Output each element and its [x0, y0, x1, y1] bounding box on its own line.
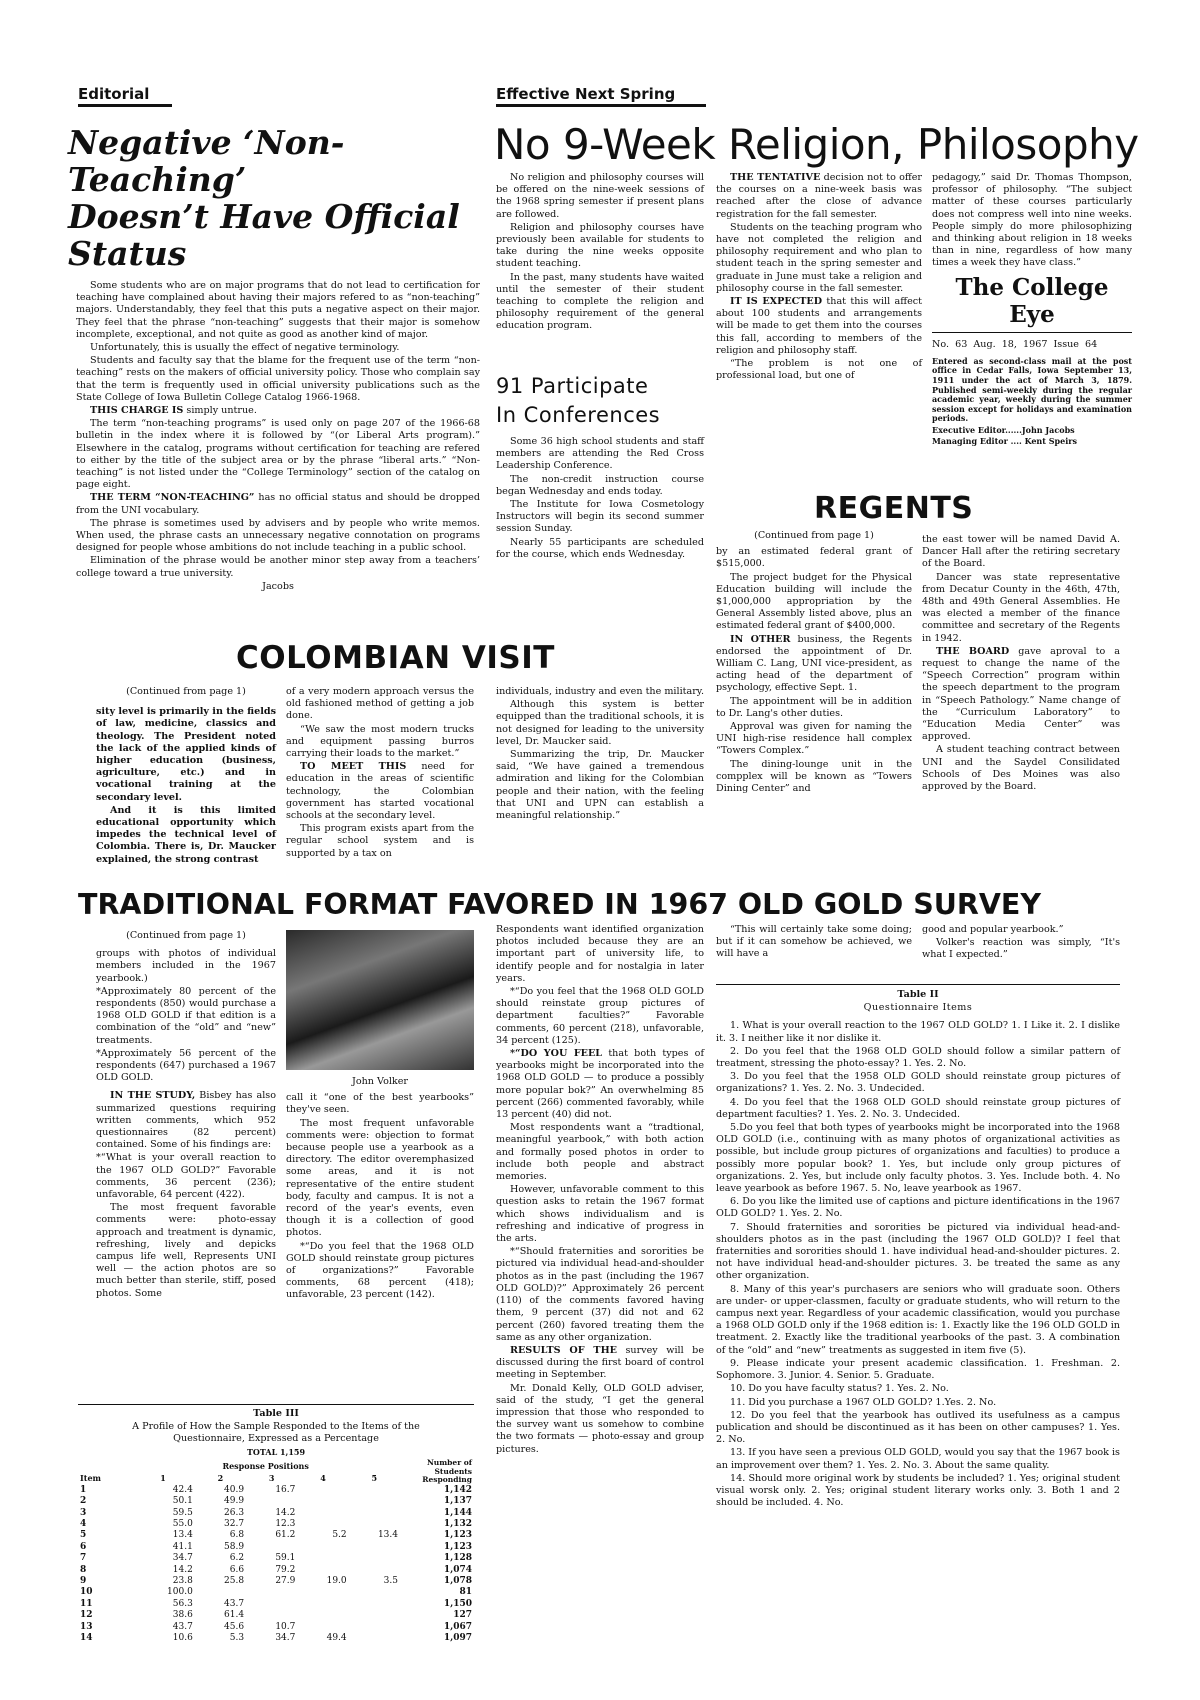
table-cell: 1,067	[443, 1621, 472, 1632]
religion-paragraph: Religion and philosophy courses have previously been available for students to take during the nine weeks opposite student teaching.	[496, 221, 704, 270]
table-cell	[297, 1508, 348, 1519]
table-iii-item-number: 3	[80, 1507, 87, 1518]
table-row	[78, 1542, 474, 1553]
regents-column-2	[922, 534, 1120, 793]
editorial-lead-in: THIS CHARGE IS	[90, 405, 184, 417]
table-cell	[246, 1610, 297, 1621]
table-cell: 43.7	[224, 1598, 245, 1609]
table-cell	[349, 1553, 400, 1564]
table-iii-item-number: 7	[80, 1553, 87, 1564]
survey-column-4	[716, 924, 912, 961]
table-ii-item: 12. Do you feel that the yearbook has outlived its usefulness as a campus publication and should be discontinued as it has been on other campuses? 1. Yes. 2. No.	[716, 1409, 1120, 1446]
survey-paragraph: *“What is your overall reaction to the 1967 OLD GOLD?” Favorable comments, 36 percent (236); unfavorable, 64 percent (422).	[96, 1152, 276, 1201]
survey-paragraph	[96, 1090, 276, 1151]
religion-headline: No 9-Week Religion, Philosophy	[494, 120, 1139, 169]
table-ii-item: 7. Should fraternities and sororities be pictured via individual head-and-shoulders photos as in the past (including the 1967 OLD GOLD)? I feel that fraternities and sororities should 1. have individual head-and-shoulder pictures. 2. not have individual head-and-shoulder pictures. 3. be treated the same as any other organization.	[716, 1221, 1120, 1282]
table-cell: 34.7	[275, 1632, 296, 1643]
colombian-paragraph: individuals, industry and even the military.	[496, 686, 704, 697]
table-iii-header: 1	[160, 1473, 166, 1484]
conferences-headline-1: 91 Participate	[496, 374, 649, 398]
table-cell: 26.3	[224, 1507, 245, 1518]
table-ii-title: Table II	[897, 989, 939, 1000]
survey-headline: TRADITIONAL FORMAT FAVORED IN 1967 OLD GOLD SURVEY	[78, 888, 1042, 921]
table-ii-item: 6. Do you like the limited use of captions and picture identifications in the 1967 OLD GOLD? 1. Yes. 2. No.	[716, 1196, 1120, 1220]
religion-lead-in: IT IS EXPECTED	[730, 296, 823, 308]
table-cell: 6.6	[229, 1564, 245, 1575]
regents-paragraph	[716, 634, 912, 695]
table-cell: 13.4	[172, 1530, 193, 1541]
survey-paragraph: Most respondents want a “tradtional, meaningful yearbook,” with both action and formally posed photos in order to include both people and abstract memories.	[496, 1122, 704, 1183]
table-cell: 23.8	[172, 1575, 193, 1586]
table-cell: 16.7	[275, 1484, 296, 1495]
colombian-paragraph: This program exists apart from the regular school system and is supported by a tax on	[286, 823, 474, 859]
table-cell	[349, 1587, 400, 1598]
table-iii-header: Number of Students Responding	[422, 1458, 472, 1485]
religion-lead-in: THE TENTATIVE	[730, 172, 821, 183]
masthead-issue-line: No. 63 Aug. 18, 1967 Issue 64	[932, 338, 1098, 350]
table-iii-item-number: 13	[80, 1621, 93, 1632]
religion-paragraph	[716, 296, 922, 357]
table-iii-header: Item	[80, 1473, 101, 1484]
table-ii-subtitle: Questionnaire Items	[863, 1002, 973, 1014]
survey-column-5	[922, 924, 1120, 962]
table-ii-item: 4. Do you feel that the 1968 OLD GOLD should reinstate group pictures of department faculties? 1. Yes. 2. No. 3. Undecided.	[716, 1096, 1120, 1120]
table-cell: 58.9	[224, 1541, 245, 1552]
masthead-label: Executive Editor......	[932, 424, 1022, 435]
religion-paragraph	[716, 172, 922, 221]
colombian-lead-in: TO MEET THIS	[300, 761, 407, 773]
religion-paragraph: In the past, many students have waited until the semester of their student teaching to complete the religion and philosophy requirement of the general education program.	[496, 271, 704, 332]
conferences-paragraph: The non-credit instruction course began Wednesday and ends today.	[496, 473, 704, 497]
survey-paragraph: Mr. Donald Kelly, OLD GOLD adviser, said of the study, “I get the general impression that those who responded to the survey want us somehow to combine the two formats — photo-essay and group pictures.	[496, 1382, 704, 1455]
survey-paragraph: good and popular yearbook.”	[922, 924, 1064, 935]
regents-paragraph: the east tower will be named David A. Dancer Hall after the retiring secretary of the Board.	[922, 534, 1120, 570]
table-cell: 1,132	[443, 1518, 472, 1529]
table-iii-header: Response Positions	[222, 1460, 309, 1471]
religion-section-label	[496, 86, 706, 107]
colombian-text: need for education in the areas of scientific technology, the Colombian government has started vocational schools at the secondary level.	[286, 761, 474, 822]
survey-paragraph: “This will certainly take some doing; but if it can somehow be achieved, we will have a	[716, 924, 912, 960]
table-cell: 10.6	[172, 1632, 193, 1643]
editorial-paragraph: Elimination of the phrase would be another minor step away from a teachers’ college toward a true university.	[76, 555, 480, 579]
table-cell: 1,128	[443, 1553, 472, 1564]
survey-text: that both types of yearbooks might be incorporated into the 1968 OLD GOLD — to produce a possibly more popular bok?” An overwhelming 85 percent (266) commented favorably, while 13 percent (40) did not.	[496, 1048, 704, 1121]
table-row	[78, 1530, 474, 1541]
religion-paragraph: pedagogy,” said Dr. Thomas Thompson, professor of philosophy. “The subject matter of these courses particularly does not compress well into nine weeks. People simply do more philosophizing and thinking about religion in 18 weeks than in nine, regardless of how many times a week they have class.”	[932, 172, 1132, 269]
table-cell: 1,137	[443, 1496, 472, 1507]
colombian-paragraph: sity level is primarily in the fields of law, medicine, classics and theology. The President noted the lack of the applied kinds of higher education (business, agriculture, etc.) and in vocational training at the secondary level.	[96, 706, 276, 803]
table-cell: 45.6	[224, 1621, 245, 1632]
colombian-paragraph: And it is this limited educational opportunity which impedes the technical level of Colombia. There is, Dr. Maucker explained, the strong contrast	[96, 804, 276, 865]
table-cell: 59.5	[172, 1507, 193, 1518]
colombian-headline: COLOMBIAN VISIT	[236, 640, 555, 676]
table-cell	[246, 1587, 297, 1598]
table-iii-item-number: 9	[80, 1575, 87, 1586]
masthead-label: Managing Editor ....	[932, 435, 1025, 446]
survey-column-1	[96, 930, 276, 1300]
table-cell: 127	[453, 1610, 472, 1621]
editorial-paragraph: The phrase is sometimes used by advisers and by people who write memos. When used, the phrase casts an unnecessary negative connotation on programs designed for people whose ambitions do not include teaching in a public school.	[76, 517, 480, 554]
table-ii-item: 8. Many of this year's purchasers are seniors who will graduate soon. Others are under- or upper-classmen, faculty or graduate students, who will return to the campus next year. Regardless of your academic classification, would you purchase a 1968 OLD GOLD only if the 1968 edition is: 1. Exactly like the 196 OLD GOLD in treatment. 2. Exactly like the traditional yearbooks of the past. 3. A combination of the “old” and “new” treatments as suggested in item five (5).	[716, 1283, 1120, 1356]
regents-text: business, the Regents endorsed the appointment of Dr. William C. Lang, UNI vice-president, as acting head of the department of psychology, effective Sept. 1.	[716, 633, 912, 694]
table-cell: 34.7	[172, 1553, 193, 1564]
editorial-headline-2: Doesn’t Have Official Status	[68, 197, 460, 273]
conferences-article	[496, 372, 704, 561]
table-iii-item-number: 11	[80, 1598, 93, 1609]
table-cell: 56.3	[172, 1598, 193, 1609]
table-row	[78, 1508, 474, 1519]
regents-lead-in: IN OTHER	[730, 633, 791, 645]
editorial-text: simply untrue.	[183, 405, 257, 417]
religion-paragraph: “The problem is not one of professional load, but one of	[716, 358, 922, 382]
editorial-paragraph: Students and faculty say that the blame for the frequent use of the term “non-teaching” rests on the makers of official university policy. Those who complain say that the term is frequently used in official university publications such as the State College of Iowa Bulletin College Catalog 1966-1968.	[76, 355, 480, 403]
colombian-column-1	[96, 686, 276, 866]
table-iii-item-number: 14	[80, 1632, 93, 1643]
table-iii-header: 3	[268, 1473, 275, 1484]
survey-paragraph: Volker's reaction was simply, “It's what I expected.”	[922, 937, 1120, 961]
survey-photo-caption: John Volker	[352, 1076, 408, 1087]
table-iii-item-number: 10	[80, 1587, 93, 1598]
table-ii-item: 11. Did you purchase a 1967 OLD GOLD? 1.Yes. 2. No.	[730, 1396, 997, 1408]
table-cell: 61.4	[224, 1610, 245, 1621]
regents-paragraph: The appointment will be in addition to Dr. Lang's other duties.	[716, 695, 912, 719]
masthead-name: John Jacobs	[1021, 424, 1075, 435]
table-cell: 41.1	[172, 1541, 193, 1552]
table-cell	[246, 1542, 297, 1553]
masthead-name: Kent Speirs	[1024, 435, 1077, 446]
table-cell: 50.1	[172, 1496, 193, 1507]
survey-column-3	[496, 924, 704, 1456]
table-cell: 10.7	[275, 1621, 296, 1632]
regents-paragraph: The project budget for the Physical Education building will include the $1,000,000 appropriation by the General Assembly listed above, plus an estimated federal grant of $400,000.	[716, 571, 912, 632]
religion-column-3	[932, 172, 1132, 446]
colombian-paragraph: Although this system is better equipped than the traditional schools, it is not designed for leading to the university level, Dr. Maucker said.	[496, 699, 704, 747]
table-row	[78, 1610, 474, 1621]
conferences-paragraph: Some 36 high school students and staff members are attending the Red Cross Leadership Conference.	[496, 436, 704, 472]
table-cell: 100.0	[167, 1587, 193, 1598]
survey-photo	[286, 930, 474, 1070]
survey-paragraph: *“Do you feel that the 1968 OLD GOLD should reinstate group pictures of organizations?” Favorable comments, 68 percent (418); unfavorable, 23 percent (142).	[286, 1240, 474, 1301]
table-cell: 3.5	[383, 1575, 398, 1586]
table-cell: 1,097	[443, 1632, 472, 1643]
table-ii-item: 3. Do you feel that the 1958 OLD GOLD should reinstate group pictures of organizations? 1. Yes. 2. No. 3. Undecided.	[716, 1071, 1120, 1095]
colombian-continued: (Continued from page 1)	[126, 686, 246, 697]
table-cell: 5.3	[229, 1632, 245, 1643]
table-cell: 1,078	[443, 1575, 472, 1586]
table-cell	[297, 1485, 348, 1496]
table-cell: 1,123	[443, 1541, 472, 1552]
colombian-paragraph: “We saw the most modern trucks and equipment passing burros carrying their loads to the market.”	[286, 723, 474, 760]
table-cell: 14.2	[275, 1507, 296, 1518]
table-iii-header: 4	[320, 1473, 326, 1484]
table-cell	[349, 1496, 400, 1507]
religion-kicker: Effective Next Spring	[496, 86, 706, 107]
editorial-paragraph	[76, 492, 480, 516]
survey-text: survey will be discussed during the first board of control meeting in September.	[496, 1344, 704, 1381]
editorial-paragraph: Some students who are on major programs that do not lead to certification for teaching have complained about having their majors refered to as “non-teaching” majors. Understandably, they feel that this puts a negative aspect on their major. They feel that the phrase “non-teaching” suggests that their major is somehow incomplete, exceptional, and not quite as good as another kind of major.	[76, 280, 480, 340]
survey-paragraph: The most frequent unfavorable comments were: objection to format because people use a yearbook as a directory. The editor overemphasized some areas, and it is not representative of the entire student body, faculty and campus. It is not a record of the year's events, even though it is a collection of good photos.	[286, 1117, 474, 1239]
table-cell	[297, 1622, 348, 1633]
table-cell: 1,123	[443, 1530, 472, 1541]
table-cell: 1,142	[443, 1484, 472, 1495]
survey-paragraph: *“Do you feel that the 1968 OLD GOLD should reinstate group pictures of department faculties?” Favorable comments, 60 percent (218), unfavorable, 34 percent (125).	[496, 986, 704, 1046]
table-row	[78, 1519, 474, 1530]
regents-paragraph: The dining-lounge unit in the compplex will be known as “Towers Dining Center” and	[716, 758, 912, 795]
table-cell	[349, 1565, 400, 1576]
table-ii-item: 2. Do you feel that the 1968 OLD GOLD should follow a similar pattern of treatment, stressing the photo-essay? 1. Yes. 2. No.	[716, 1045, 1120, 1070]
masthead-managing-editor	[932, 437, 1132, 447]
survey-lead-in: *“DO YOU FEEL	[510, 1048, 603, 1060]
table-cell: 61.2	[275, 1530, 296, 1541]
survey-paragraph: However, unfavorable comment to this question asks to retain the 1967 format which shows individualism and is refreshing and indicative of progress in the arts.	[496, 1184, 704, 1245]
regents-continued: (Continued from page 1)	[754, 530, 874, 541]
table-ii-item: 13. If you have seen a previous OLD GOLD, would you say that the 1967 book is an improvement over them? 1. Yes. 2. No. 3. About the same quality.	[716, 1447, 1120, 1471]
table-cell: 79.2	[275, 1564, 296, 1575]
table-cell: 55.0	[172, 1518, 193, 1529]
editorial-section-label	[78, 86, 172, 107]
editorial-lead-in: THE TERM “NON-TEACHING”	[90, 492, 255, 504]
editorial-text: has no official status and should be dropped from the UNI vocabulary.	[76, 492, 480, 516]
table-iii-header: 5	[371, 1473, 378, 1484]
table-cell: 1,144	[443, 1507, 472, 1518]
editorial-headline-1: Negative ‘Non-Teaching’	[68, 123, 345, 199]
religion-column-2	[716, 172, 922, 382]
table-cell: 1,074	[443, 1564, 472, 1575]
table-row	[78, 1485, 474, 1496]
masthead-executive-editor	[932, 426, 1132, 436]
table-ii-item: 5.Do you feel that both types of yearbooks might be incorporated into the 1968 OLD GOLD (i.e., continuing with as many photos of organizational activities as possible, but include group pictures of organizations and faculties) to produce a possibly more popular book? 1. Yes, but include only group pictures of organizations. 2. Yes, but include only faculty photos. 3. Yes. Include both. 4. No leave yearbook as before 1967. 5. No, leave yearbook as 1967.	[716, 1122, 1120, 1195]
table-row	[78, 1576, 474, 1587]
survey-column-2	[286, 930, 474, 1302]
regents-paragraph: A student teaching contract between UNI and the Saydel Consilidated Schools of Des Moines was also approved by the Board.	[922, 744, 1120, 793]
table-iii-item-number: 1	[80, 1484, 87, 1495]
table-cell: 19.0	[326, 1575, 347, 1586]
table-cell	[246, 1496, 297, 1507]
table-row	[78, 1496, 474, 1507]
table-cell	[246, 1599, 297, 1610]
table-cell: 43.7	[172, 1621, 193, 1632]
masthead-title: The College Eye	[932, 274, 1132, 333]
regents-paragraph: Approval was given for naming the UNI high-rise residence hall complex “Towers Complex.”	[716, 721, 912, 757]
survey-continued: (Continued from page 1)	[126, 930, 246, 941]
table-cell	[297, 1587, 348, 1598]
regents-paragraph	[922, 646, 1120, 744]
religion-column-1	[496, 172, 704, 333]
survey-paragraph: The most frequent favorable comments were: photo-essay approach and treatment is dynamic, refreshing, lively and depicks campus life well, Represents UNI well — the action photos are so much better than sterile, stiff, posed photos. Some	[96, 1202, 276, 1299]
table-iii-header	[78, 1459, 131, 1472]
survey-lead-in: IN THE STUDY,	[110, 1090, 196, 1102]
colombian-paragraph: of a very modern approach versus the old fashioned method of getting a job done.	[286, 686, 474, 722]
table-cell	[349, 1622, 400, 1633]
table-cell: 1,150	[443, 1598, 472, 1609]
survey-text: Bisbey has also summarized questions requiring written comments, which 952 questionnaires (82 percent) contained. Some of his findings are:	[96, 1090, 276, 1151]
table-row	[78, 1622, 474, 1633]
survey-paragraph: *Approximately 56 percent of the respondents (647) purchased a 1967 OLD GOLD.	[96, 1047, 276, 1084]
colombian-paragraph	[286, 761, 474, 822]
regents-headline: REGENTS	[814, 491, 974, 526]
editorial-signature: Jacobs	[262, 580, 294, 592]
survey-lead-in: RESULTS OF THE	[510, 1344, 617, 1356]
religion-text: decision not to offer the courses on a nine-week basis was reached after the close of advance registration for the fall semester.	[716, 172, 923, 220]
table-iii-item-number: 5	[80, 1530, 87, 1541]
table-cell	[297, 1610, 348, 1621]
table-ii	[716, 984, 1120, 1509]
table-iii-body	[78, 1485, 474, 1645]
table-cell	[297, 1496, 348, 1507]
regents-paragraph: by an estimated federal grant of $515,000.	[716, 546, 912, 570]
table-iii-header-row	[78, 1459, 474, 1472]
table-iii-grid	[78, 1459, 474, 1644]
survey-paragraph: *Approximately 80 percent of the respondents (850) would purchase a 1968 OLD GOLD if that edition is a combination of the “old” and “new” treatments.	[96, 985, 276, 1046]
table-cell: 25.8	[224, 1575, 245, 1586]
table-cell	[349, 1610, 400, 1621]
table-cell	[349, 1519, 400, 1530]
colombian-column-3	[496, 686, 704, 822]
editorial-paragraph: The term “non-teaching programs” is used only on page 207 of the 1966-68 bulletin in the index where it is followed by “(or Liberal Arts program).” Elsewhere in the catalog, programs without certification for teaching are refered to either by the title of the subject area or by the phrase “liberal arts.” “Non-teaching” is not listed under the “College Terminology” section of the catalog on page eight.	[76, 418, 480, 491]
table-iii-header: 2	[217, 1473, 224, 1484]
table-cell: 12.3	[275, 1518, 296, 1529]
religion-paragraph: No religion and philosophy courses will be offered on the nine-week sessions of the 1968 spring semester if present plans are followed.	[496, 172, 704, 220]
table-iii-item-number: 12	[80, 1610, 93, 1621]
survey-paragraph	[496, 1345, 704, 1382]
colombian-column-2	[286, 686, 474, 860]
table-cell	[297, 1599, 348, 1610]
table-ii-item: 9. Please indicate your present academic classification. 1. Freshman. 2. Sophomore. 3. Junior. 4. Senior. 5. Graduate.	[716, 1357, 1120, 1382]
table-ii-item: 14. Should more original work by students be included? 1. Yes; original student visual worsk only. 2. Yes; original student literary works only. 3. Both 1 and 2 should be included. 4. No.	[716, 1472, 1120, 1509]
editorial-paragraph	[76, 405, 480, 417]
table-cell	[349, 1542, 400, 1553]
table-cell: 13.4	[377, 1530, 398, 1541]
table-cell: 6.8	[229, 1530, 245, 1541]
table-row	[78, 1599, 474, 1610]
table-iii-item-number: 6	[80, 1541, 87, 1552]
religion-paragraph: Students on the teaching program who have not completed the religion and philosophy requirement and who plan to student teach in the spring semester and graduate in June must take a religion and philosophy course in the fall semester.	[716, 221, 922, 294]
table-row	[78, 1587, 474, 1598]
editorial-kicker: Editorial	[78, 86, 172, 107]
survey-paragraph	[496, 1048, 704, 1121]
table-cell: 6.2	[229, 1553, 245, 1564]
regents-paragraph: Dancer was state representative from Decatur County in the 46th, 47th, 48th and 49th General Assemblies. He was elected a member of the finance committee and secretary of the Regents in 1942.	[922, 571, 1120, 644]
regents-column-1	[716, 530, 912, 795]
table-cell: 5.2	[332, 1530, 347, 1541]
regents-lead-in: THE BOARD	[936, 645, 1010, 657]
table-cell	[297, 1553, 348, 1564]
table-cell	[349, 1508, 400, 1519]
table-cell: 40.9	[224, 1484, 245, 1495]
table-cell: 14.2	[172, 1564, 193, 1575]
table-cell: 42.4	[172, 1484, 193, 1495]
table-cell	[297, 1565, 348, 1576]
table-cell	[349, 1633, 400, 1644]
survey-paragraph: *“Should fraternities and sororities be pictured via individual head-and-shoulder photos as in the past (including the 1967 OLD GOLD)?” Approximately 26 percent (110) of the comments favored having them, 9 percent (37) did not and 62 percent (260) favored treating them the same as any other organization.	[496, 1246, 704, 1343]
table-iii-title: Table III	[253, 1408, 299, 1419]
table-cell: 59.1	[275, 1553, 296, 1564]
table-cell	[297, 1519, 348, 1530]
colombian-paragraph: Summarizing the trip, Dr. Maucker said, “We have gained a tremendous admiration and liking for the Colombian people and their nation, with the feeling that UNI and UPN can establish a meaningful relationship.”	[496, 749, 704, 822]
table-cell	[297, 1542, 348, 1553]
religion-text: that this will affect about 100 students and arrangements will be made to get them into the courses this fall, according to members of the religion and philosophy staff.	[716, 296, 922, 356]
survey-paragraph: call it “one of the best yearbooks” they've seen.	[286, 1092, 474, 1116]
editorial-paragraph: Unfortunately, this is usually the effect of negative terminology.	[90, 342, 400, 354]
table-iii	[78, 1404, 474, 1644]
table-cell: 81	[459, 1587, 472, 1598]
table-row	[78, 1633, 474, 1644]
survey-paragraph: Respondents want identified organization photos included because they are an important part of university life, to identify people and for nostalgia in later years.	[496, 924, 704, 984]
table-iii-item-number: 2	[80, 1496, 87, 1507]
editorial-article	[68, 124, 488, 593]
table-iii-item-number: 4	[80, 1518, 87, 1529]
table-cell	[195, 1587, 246, 1598]
masthead-mailing-notice: Entered as second-class mail at the post office in Cedar Falls, Iowa September 13, 1911 under the act of March 3, 1879. Published semi-weekly during the regular academic year, weekly during the summer session except for holidays and examination periods.	[932, 355, 1132, 424]
conferences-paragraph: The Institute for Iowa Cosmetology Instructors will begin its second summer session Sunday.	[496, 499, 704, 535]
conferences-paragraph: Nearly 55 participants are scheduled for the course, which ends Wednesday.	[496, 536, 704, 560]
table-iii-total: TOTAL 1,159	[246, 1446, 306, 1457]
table-cell: 38.6	[172, 1610, 193, 1621]
table-cell	[349, 1485, 400, 1496]
regents-text: gave aproval to a request to change the name of the “Speech Correction” program within the speech department to the program in “Speech Pathology.” Name change of the “Curriculum Laboratory” to “Education Media Center” was approved.	[922, 645, 1120, 743]
survey-paragraph: groups with photos of individual members included in the 1967 yearbook.)	[96, 948, 276, 984]
table-iii-subtitle: A Profile of How the Sample Responded to the Items of the Questionnaire, Expressed as a Percentage	[132, 1421, 420, 1445]
table-cell: 32.7	[224, 1518, 245, 1529]
table-row	[78, 1553, 474, 1564]
conferences-headline-2: In Conferences	[496, 403, 661, 427]
table-cell: 49.4	[326, 1632, 347, 1643]
table-cell: 27.9	[275, 1575, 296, 1586]
table-ii-item: 1. What is your overall reaction to the 1967 OLD GOLD? 1. I Like it. 2. I dislike it. 3. I neither like it nor dislike it.	[716, 1020, 1120, 1044]
table-ii-item: 10. Do you have faculty status? 1. Yes. 2. No.	[730, 1383, 949, 1395]
table-cell: 49.9	[224, 1496, 245, 1507]
table-row	[78, 1565, 474, 1576]
table-iii-item-number: 8	[80, 1564, 87, 1575]
table-cell	[349, 1599, 400, 1610]
